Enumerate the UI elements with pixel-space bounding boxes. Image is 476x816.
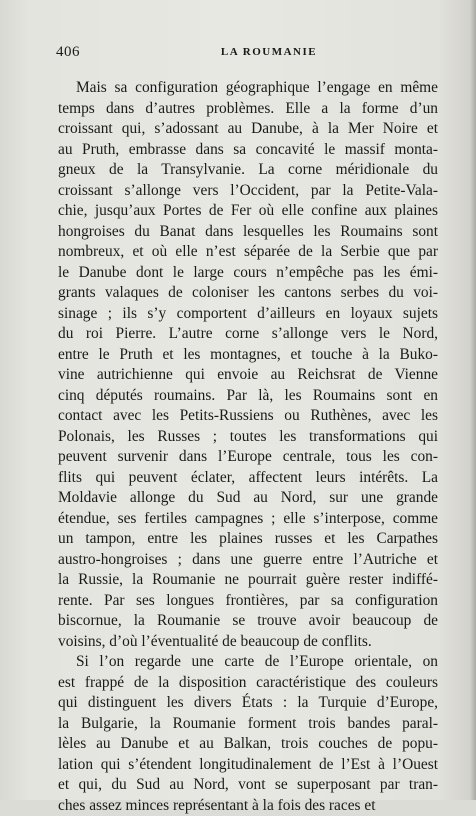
text-line: cinq députés roumains. Par là, les Roumains sont en xyxy=(58,386,438,407)
text-line: biscornue, la Roumanie se trouve avoir beaucoup de xyxy=(58,611,438,632)
text-line: Moldavie allonge du Sud au Nord, sur une grande xyxy=(58,488,438,509)
text-line: sinage ; ils s’y comportent d’ailleurs en loyaux sujets xyxy=(58,304,438,325)
text-line: Mais sa configuration géographique l’engage en même xyxy=(58,78,438,99)
text-line: Polonais, les Russes ; toutes les transformations qui xyxy=(58,427,438,448)
text-line: Si l’on regarde une carte de l’Europe orientale, on xyxy=(58,652,438,673)
text-line: lation qui s’étendent longitudinalement de l’Est à l’Ouest xyxy=(58,755,438,776)
text-line: gneux de la Transylvanie. La corne méridionale du xyxy=(58,160,438,181)
text-line: rente. Par ses longues frontières, par sa configuration xyxy=(58,591,438,612)
running-title: LA ROUMANIE xyxy=(56,46,442,58)
text-line: qui distinguent les divers États : la Turquie d’Europe, xyxy=(58,693,438,714)
text-line: ches assez minces représentant à la fois des races et xyxy=(58,796,438,816)
text-line: est frappé de la disposition caractéristique des couleurs xyxy=(58,673,438,694)
text-line: croissant qui, s’adossant au Danube, à la Mer Noire et xyxy=(58,119,438,140)
text-line: nombreux, et où elle n’est séparée de la Serbie que par xyxy=(58,242,438,263)
text-line: hongroises du Banat dans lesquelles les Roumains sont xyxy=(58,222,438,243)
text-line: voisins, d’où l’éventualité de beaucoup de conflits. xyxy=(58,632,438,653)
text-line: vine autrichienne qui envoie au Reichsrat de Vienne xyxy=(58,365,438,386)
text-line: temps dans d’autres problèmes. Elle a la forme d’un xyxy=(58,99,438,120)
text-line: contact avec les Petits-Russiens ou Ruthènes, avec les xyxy=(58,406,438,427)
text-line: lèles au Danube et au Balkan, trois couches de popu- xyxy=(58,734,438,755)
text-line: austro-hongroises ; dans une guerre entre l’Autriche et xyxy=(58,550,438,571)
text-line: chie, jusqu’aux Portes de Fer où elle confine aux plaines xyxy=(58,201,438,222)
text-line: étendue, ses fertiles campagnes ; elle s’interpose, comme xyxy=(58,509,438,530)
text-line: le Danube dont le large cours n’empêche pas les émi- xyxy=(58,263,438,284)
page-number: 406 xyxy=(56,44,80,61)
text-line: grants valaques de coloniser les cantons serbes du voi- xyxy=(58,283,438,304)
text-line: du roi Pierre. L’autre corne s’allonge vers le Nord, xyxy=(58,324,438,345)
text-line: entre le Pruth et les montagnes, et touche à la Buko- xyxy=(58,345,438,366)
running-head xyxy=(56,44,442,64)
text-line: croissant s’allonge vers l’Occident, par la Petite-Vala- xyxy=(58,181,438,202)
text-line: la Russie, la Roumanie ne pourrait guère rester indiffé- xyxy=(58,570,438,591)
text-line: un tampon, entre les plaines russes et les Carpathes xyxy=(58,529,438,550)
text-line: la Bulgarie, la Roumanie forment trois bandes paral- xyxy=(58,714,438,735)
text-line: au Pruth, embrasse dans sa concavité le massif monta- xyxy=(58,140,438,161)
text-line: et qui, du Sud au Nord, vont se superposant par tran- xyxy=(58,775,438,796)
text-line: flits qui peuvent éclater, affectent leurs intérêts. La xyxy=(58,468,438,489)
body-text xyxy=(58,78,438,816)
text-line: peuvent survenir dans l’Europe centrale, tous les con- xyxy=(58,447,438,468)
